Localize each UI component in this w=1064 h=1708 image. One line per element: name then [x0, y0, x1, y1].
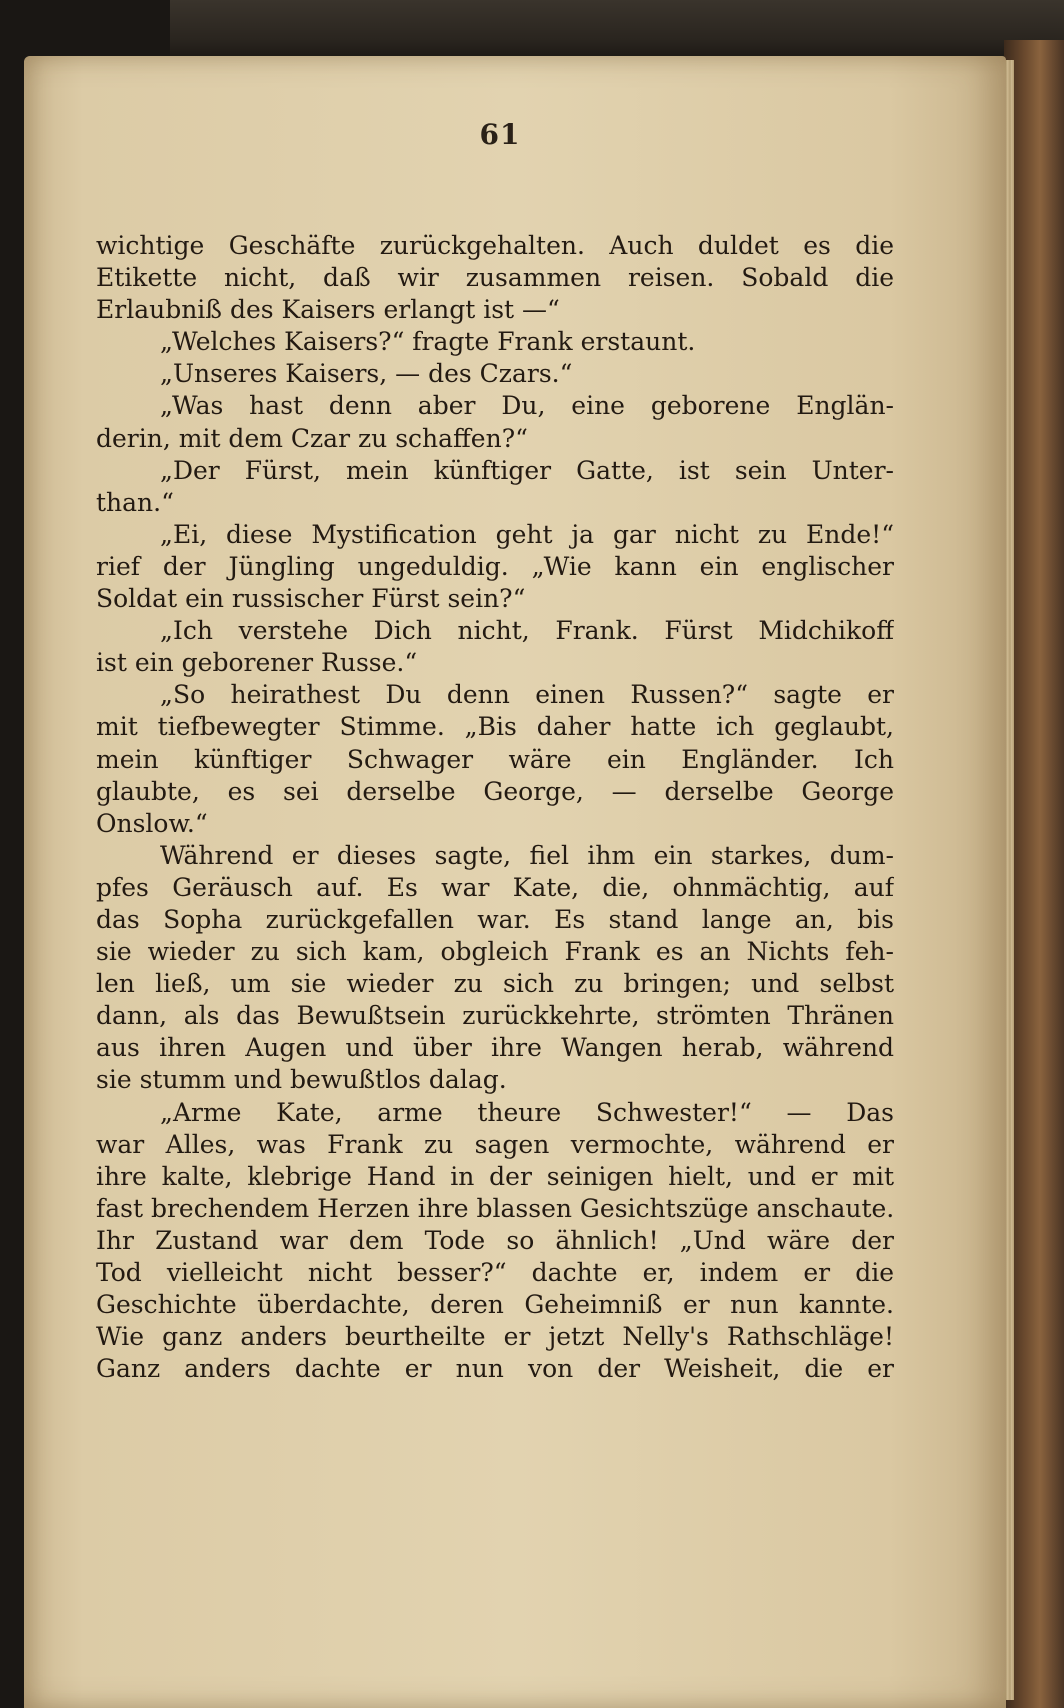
text-line: Ganz anders dachte er nun von der Weisheit, die er: [96, 1354, 894, 1384]
text-line: „Ei, diese Mystification geht ja gar nicht zu Ende!“: [160, 519, 894, 549]
text-line: Wie ganz anders beurtheilte er jetzt Nelly's Rathschläge!: [96, 1322, 894, 1352]
text-line: glaubte, es sei derselbe George, — derselbe George: [96, 776, 894, 806]
text-line: ihre kalte, klebrige Hand in der seinigen hielt, und er mit: [96, 1161, 894, 1191]
text-line: Ihr Zustand war dem Tode so ähnlich! „Und wäre der: [96, 1225, 894, 1255]
text-line: „Ich verstehe Dich nicht, Frank. Fürst Midchikoff: [160, 616, 894, 646]
text-line: fast brechendem Herzen ihre blassen Gesichtszüge anschaute.: [96, 1193, 894, 1223]
text-line: „Der Fürst, mein künftiger Gatte, ist sein Unter-: [160, 455, 894, 485]
text-line: ist ein geborener Russe.“: [96, 648, 418, 678]
text-line: Erlaubniß des Kaisers erlangt ist —“: [96, 295, 560, 325]
text-line: mit tiefbewegter Stimme. „Bis daher hatte ich geglaubt,: [96, 712, 894, 742]
text-line: derin, mit dem Czar zu schaffen?“: [96, 423, 528, 453]
text-line: aus ihren Augen und über ihre Wangen herab, während: [96, 1033, 894, 1063]
text-line: Tod vielleicht nicht besser?“ dachte er, indem er die: [96, 1258, 894, 1287]
text-line: „Welches Kaisers?“ fragte Frank erstaunt.: [160, 327, 696, 357]
text-line: mein künftiger Schwager wäre ein Engländer. Ich: [96, 744, 894, 774]
text-line: war Alles, was Frank zu sagen vermochte, während er: [96, 1129, 894, 1159]
text-line: das Sopha zurückgefallen war. Es stand lange an, bis: [96, 904, 894, 934]
text-line: „Was hast denn aber Du, eine geborene Englän-: [160, 391, 894, 421]
text-line: than.“: [96, 487, 174, 517]
text-line: „So heirathest Du denn einen Russen?“ sagte er: [160, 680, 894, 710]
page-number: 61: [479, 118, 521, 151]
text-line: len ließ, um sie wieder zu sich zu bringen; und selbst: [96, 969, 894, 999]
text-line: Onslow.“: [96, 808, 208, 838]
text-line: dann, als das Bewußtsein zurückkehrte, strömten Thränen: [96, 1001, 894, 1031]
text-line: sie stumm und bewußtlos dalag.: [96, 1065, 507, 1095]
text-line: Während er dieses sagte, fiel ihm ein starkes, dum-: [160, 840, 894, 870]
text-line: Geschichte überdachte, deren Geheimniß er nun kannte.: [96, 1290, 894, 1320]
text-line: pfes Geräusch auf. Es war Kate, die, ohnmächtig, auf: [96, 872, 894, 902]
text-line: wichtige Geschäfte zurückgehalten. Auch duldet es die: [96, 231, 894, 260]
body-text: [96, 230, 894, 1385]
text-line: „Unseres Kaisers, — des Czars.“: [160, 359, 573, 389]
text-line: Soldat ein russischer Fürst sein?“: [96, 584, 526, 614]
text-line: Etikette nicht, daß wir zusammen reisen. Sobald die: [96, 263, 894, 293]
text-line: sie wieder zu sich kam, obgleich Frank es an Nichts feh-: [96, 937, 894, 967]
text-line: rief der Jüngling ungeduldig. „Wie kann ein englischer: [96, 551, 894, 581]
text-line: „Arme Kate, arme theure Schwester!“ — Das: [160, 1097, 894, 1127]
